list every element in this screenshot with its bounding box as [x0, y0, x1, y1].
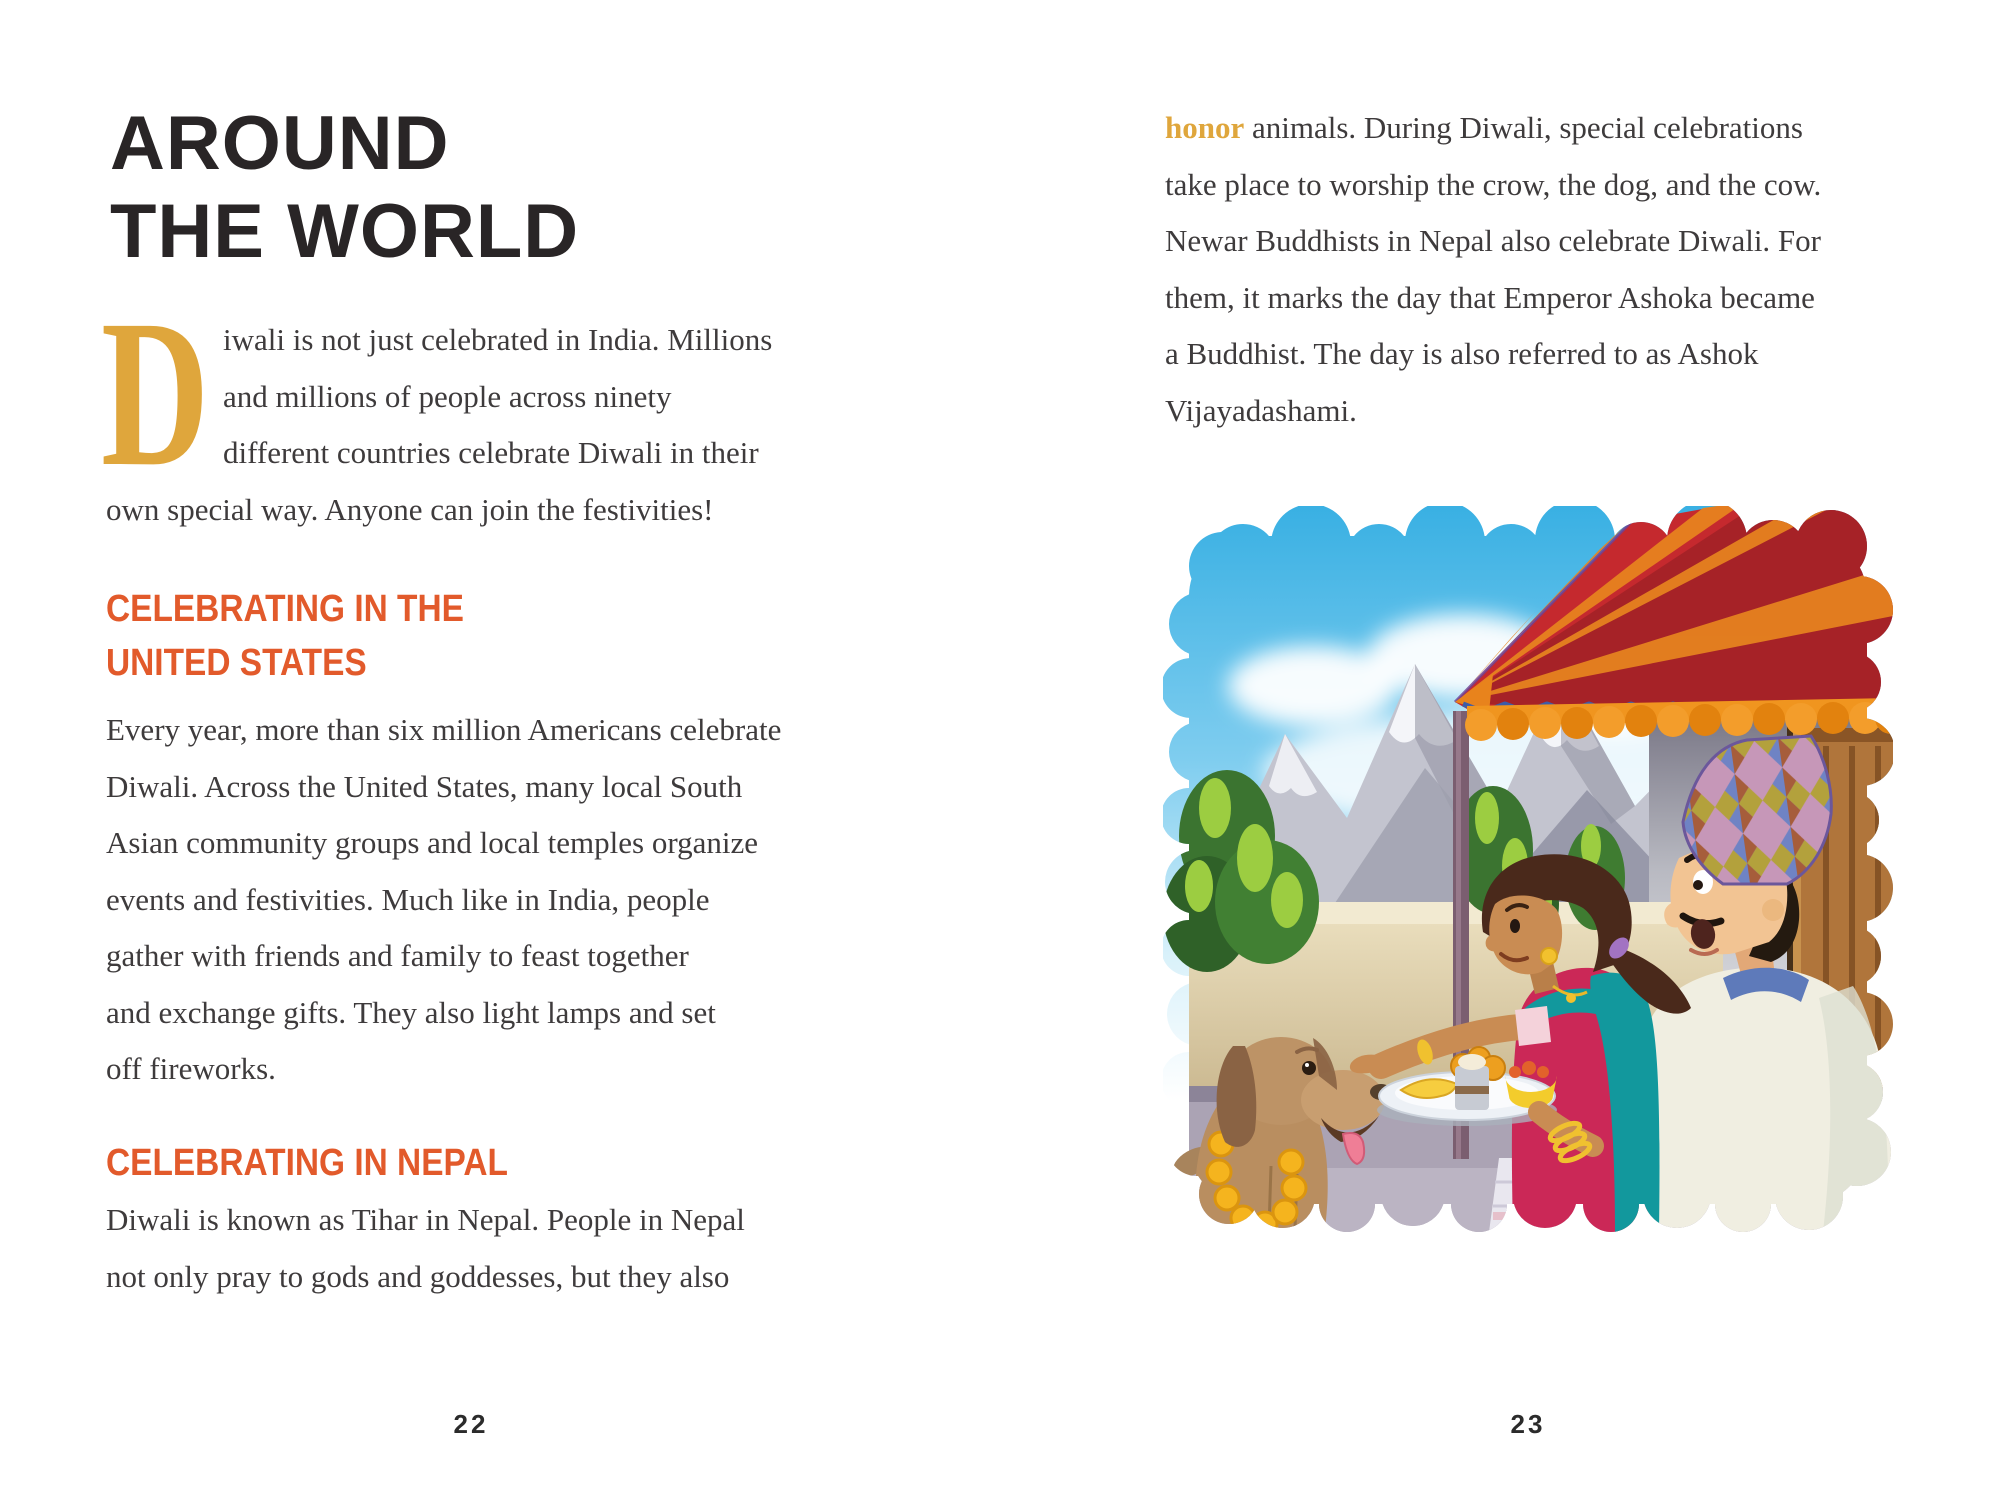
- text-line: different countries celebrate Diwali in their: [223, 435, 759, 470]
- continuation-paragraph: [1165, 100, 1821, 439]
- section-body-united-states: [106, 702, 781, 1098]
- text-line: gather with friends and family to feast together: [106, 938, 689, 973]
- text-line: Vijayadashami.: [1165, 392, 1357, 428]
- text-line: [1165, 100, 1821, 157]
- heading-line: UNITED STATES: [106, 642, 367, 684]
- page-number-right: 23: [1510, 1409, 1546, 1439]
- page-number-left: 22: [453, 1409, 489, 1439]
- page-title-line: THE WORLD: [110, 189, 580, 274]
- text-line: Diwali. Across the United States, many local South: [106, 768, 743, 804]
- drop-cap: D: [101, 276, 210, 510]
- text-line: them, it marks the day that Emperor Ashoka became: [1165, 279, 1815, 315]
- section-heading-nepal: [106, 1136, 508, 1190]
- text-line: Newar Buddhists in Nepal also celebrate Diwali. For: [1165, 223, 1821, 258]
- text-line: and exchange gifts. They also light lamps and set: [106, 994, 716, 1030]
- text-line: events and festivities. Much like in India, people: [106, 881, 710, 917]
- text-line-rest: animals. During Diwali, special celebrations: [1244, 110, 1803, 145]
- section-body-nepal: [106, 1192, 745, 1305]
- text-line: a Buddhist. The day is also referred to as Ashok: [1165, 336, 1759, 371]
- text-line: own special way. Anyone can join the festivities!: [106, 491, 714, 527]
- highlighted-word: honor: [1165, 110, 1245, 145]
- text-line: Every year, more than six million Americans celebrate: [106, 712, 782, 747]
- text-line: take place to worship the crow, the dog, and the cow.: [1165, 166, 1822, 202]
- text-line: Asian community groups and local temples organize: [106, 825, 758, 860]
- text-line: and millions of people across ninety: [223, 378, 672, 414]
- tihar-illustration: [1163, 506, 1893, 1232]
- text-line: Diwali is known as Tihar in Nepal. People in Nepal: [106, 1202, 745, 1237]
- intro-paragraph: [106, 312, 772, 538]
- section-heading-united-states: [106, 582, 464, 690]
- text-line: off fireworks.: [106, 1051, 276, 1086]
- page-title: [110, 100, 579, 276]
- text-line: iwali is not just celebrated in India. Millions: [223, 322, 773, 357]
- page-title-line: AROUND: [110, 101, 450, 186]
- heading-line: CELEBRATING IN NEPAL: [106, 1142, 508, 1184]
- text-line: not only pray to gods and goddesses, but they also: [106, 1258, 730, 1294]
- heading-line: CELEBRATING IN THE: [106, 588, 464, 630]
